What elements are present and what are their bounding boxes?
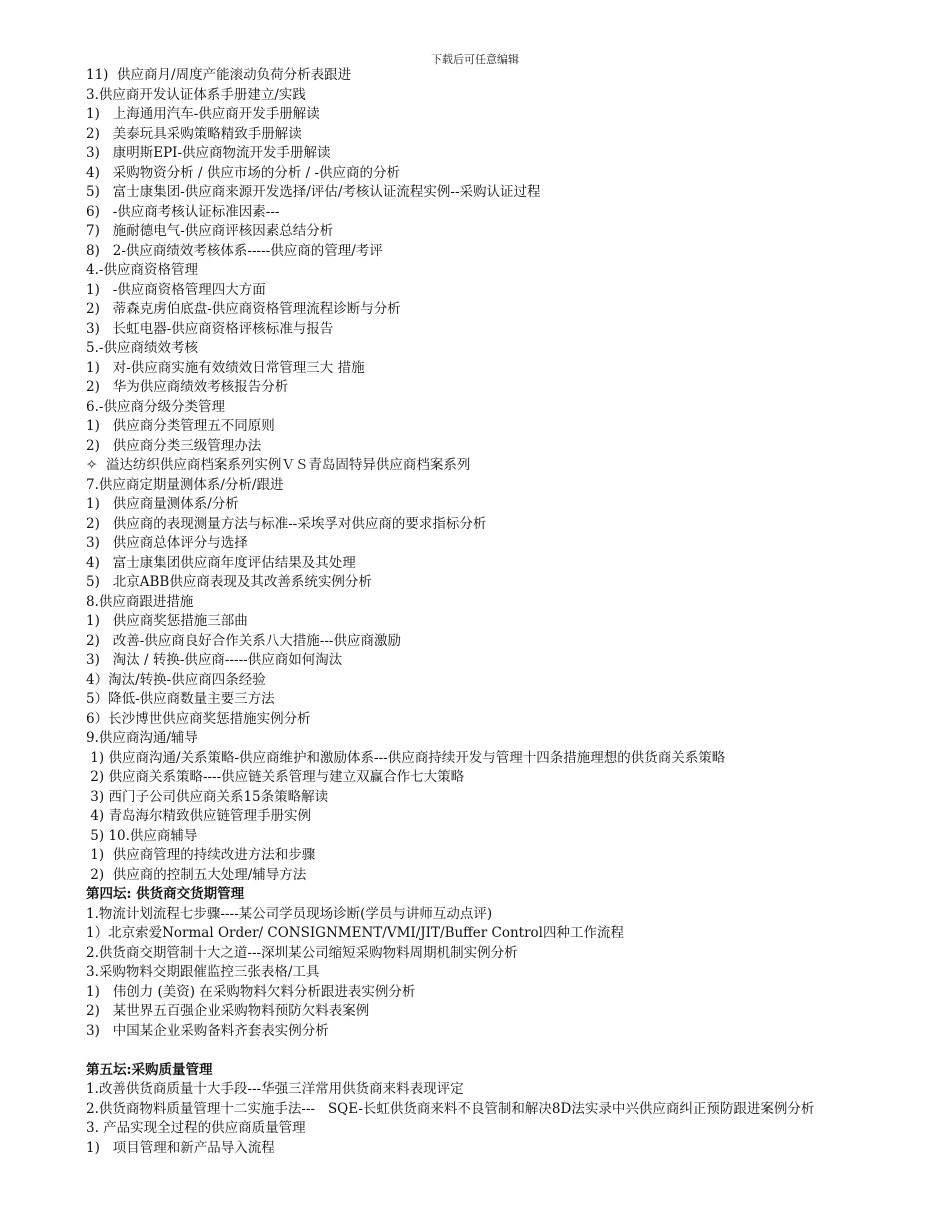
text-line-34: 6）长沙博世供应商奖惩措施实例分析 <box>86 710 311 727</box>
section-heading-9: 9.供应商沟通/辅导 <box>86 730 198 746</box>
text-line-56: 1) 项目管理和新产品导入流程 <box>86 1139 275 1156</box>
text-line-42: 2) 供应商的控制五大处理/辅导方法 <box>86 866 307 883</box>
text-line-45: 1）北京索爱Normal Order/ CONSIGNMENT/VMI/JIT/Buffer Control四种工作流程 <box>86 925 624 941</box>
text-line-31: 3) 淘汰 / 转换-供应商-----供应商如何淘汰 <box>86 652 343 668</box>
text-line-46: 2.供货商交期管制十大之道---深圳某公司缩短采购物料周期机制实例分析 <box>86 944 518 961</box>
section-heading-6: 6.-供应商分级分类管理 <box>86 398 225 415</box>
section-heading-4: 4.-供应商资格管理 <box>86 262 198 278</box>
text-line-27: 5) 北京ABB供应商表现及其改善系统实例分析 <box>86 574 372 590</box>
text-line-49: 2) 某世界五百强企业采购物料预防欠料表案例 <box>86 1003 370 1019</box>
text-line-6: 4) 采购物资分析 / 供应市场的分析 / -供应商的分析 <box>86 164 401 181</box>
text-line-32: 4）淘汰/转换-供应商四条经验 <box>86 671 266 688</box>
text-line-54: 2.供货商物料质量管理十二实施手法--- SQE-长虹供货商来料不良管制和解决8D法实录中兴供应商纠正预防跟进案例分析 <box>86 1100 815 1117</box>
text-line-3: 1) 上海通用汽车-供应商开发手册解读 <box>86 106 320 122</box>
section-heading-8: 8.供应商跟进措施 <box>86 593 194 610</box>
text-line-55: 3. 产品实现全过程的供应商质量管理 <box>86 1120 306 1136</box>
text-line-19: 1) 供应商分类管理五不同原则 <box>86 418 275 434</box>
section-heading-3: 3.供应商开发认证体系手册建立/实践 <box>86 86 306 103</box>
text-line-40: 5) 10.供应商辅导 <box>86 827 198 844</box>
text-line-4: 2) 美泰玩具采购策略精致手册解读 <box>86 125 302 142</box>
text-line-53: 1.改善供货商质量十大手段---华强三洋常用供货商来料表现评定 <box>86 1081 464 1097</box>
text-line-33: 5）降低-供应商数量主要三方法 <box>86 691 275 707</box>
section-heading-5: 5.-供应商绩效考核 <box>86 340 198 356</box>
bullet-line-archive: ✧ 溢达纺织供应商档案系列实例ＶＳ青岛固特异供应商档案系列 <box>86 457 471 473</box>
page-header-note: 下载后可任意编辑 <box>431 53 519 66</box>
text-line-12: 1) -供应商资格管理四大方面 <box>86 281 266 298</box>
text-line-23: 1) 供应商量测体系/分析 <box>86 496 239 512</box>
text-line-14: 3) 长虹电器-供应商资格评核标准与报告 <box>86 320 334 337</box>
text-line-26: 4) 富士康集团供应商年度评估结果及其处理 <box>86 554 356 571</box>
text-line-13: 2) 蒂森克虏伯底盘-供应商资格管理流程诊断与分析 <box>86 301 401 317</box>
text-line-29: 1) 供应商奖惩措施三部曲 <box>86 613 248 629</box>
text-line-8: 6) -供应商考核认证标准因素--- <box>86 203 280 220</box>
text-line-24: 2) 供应商的表现测量方法与标准--采埃孚对供应商的要求指标分析 <box>86 515 487 532</box>
text-line-47: 3.采购物料交期跟催监控三张表格/工具 <box>86 964 320 980</box>
text-line-44: 1.物流计划流程七步骤----某公司学员现场诊断(学员与讲师互动点评) <box>86 905 493 922</box>
text-line-5: 3) 康明斯EPI-供应商物流开发手册解读 <box>86 145 331 161</box>
text-line-20: 2) 供应商分类三级管理办法 <box>86 437 262 454</box>
text-line-17: 2) 华为供应商绩效考核报告分析 <box>86 379 289 395</box>
text-line-37: 2) 供应商关系策略----供应链关系管理与建立双赢合作七大策略 <box>86 769 465 785</box>
text-line-10: 8) 2-供应商绩效考核体系-----供应商的管理/考评 <box>86 242 383 259</box>
text-line-16: 1) 对-供应商实施有效绩效日常管理三大 措施 <box>86 359 365 376</box>
text-line-48: 1) 伟创力 (美资) 在采购物料欠料分析跟进表实例分析 <box>86 983 416 1000</box>
document-body <box>86 66 916 1158</box>
text-line-39: 4) 青岛海尔精致供应链管理手册实例 <box>86 808 311 824</box>
text-line-9: 7) 施耐德电气-供应商评核因素总结分析 <box>86 223 334 239</box>
section-heading-7: 7.供应商定期量测体系/分析/跟进 <box>86 476 284 493</box>
text-line-1: 11) 供应商月/周度产能滚动负荷分析表跟进 <box>86 67 352 83</box>
text-line-7: 5) 富士康集团-供应商来源开发选择/评估/考核认证流程实例--采购认证过程 <box>86 184 541 200</box>
text-line-36: 1) 供应商沟通/关系策略-供应商维护和激励体系---供应商持续开发与管理十四条措施理想的供货商关系策略 <box>86 749 726 766</box>
blank-line <box>86 1041 916 1061</box>
text-line-38: 3) 西门子公司供应商关系15条策略解读 <box>86 788 329 805</box>
text-line-30: 2) 改善-供应商良好合作关系八大措施---供应商激励 <box>86 632 401 649</box>
text-line-41: 1) 供应商管理的持续改进方法和步骤 <box>86 847 316 863</box>
text-line-25: 3) 供应商总体评分与选择 <box>86 535 248 551</box>
chapter-heading-5: 第五坛:采购质量管理 <box>86 1061 213 1078</box>
chapter-heading-4: 第四坛: 供货商交货期管理 <box>86 886 245 902</box>
text-line-50: 3) 中国某企业采购备料齐套表实例分析 <box>86 1022 329 1039</box>
